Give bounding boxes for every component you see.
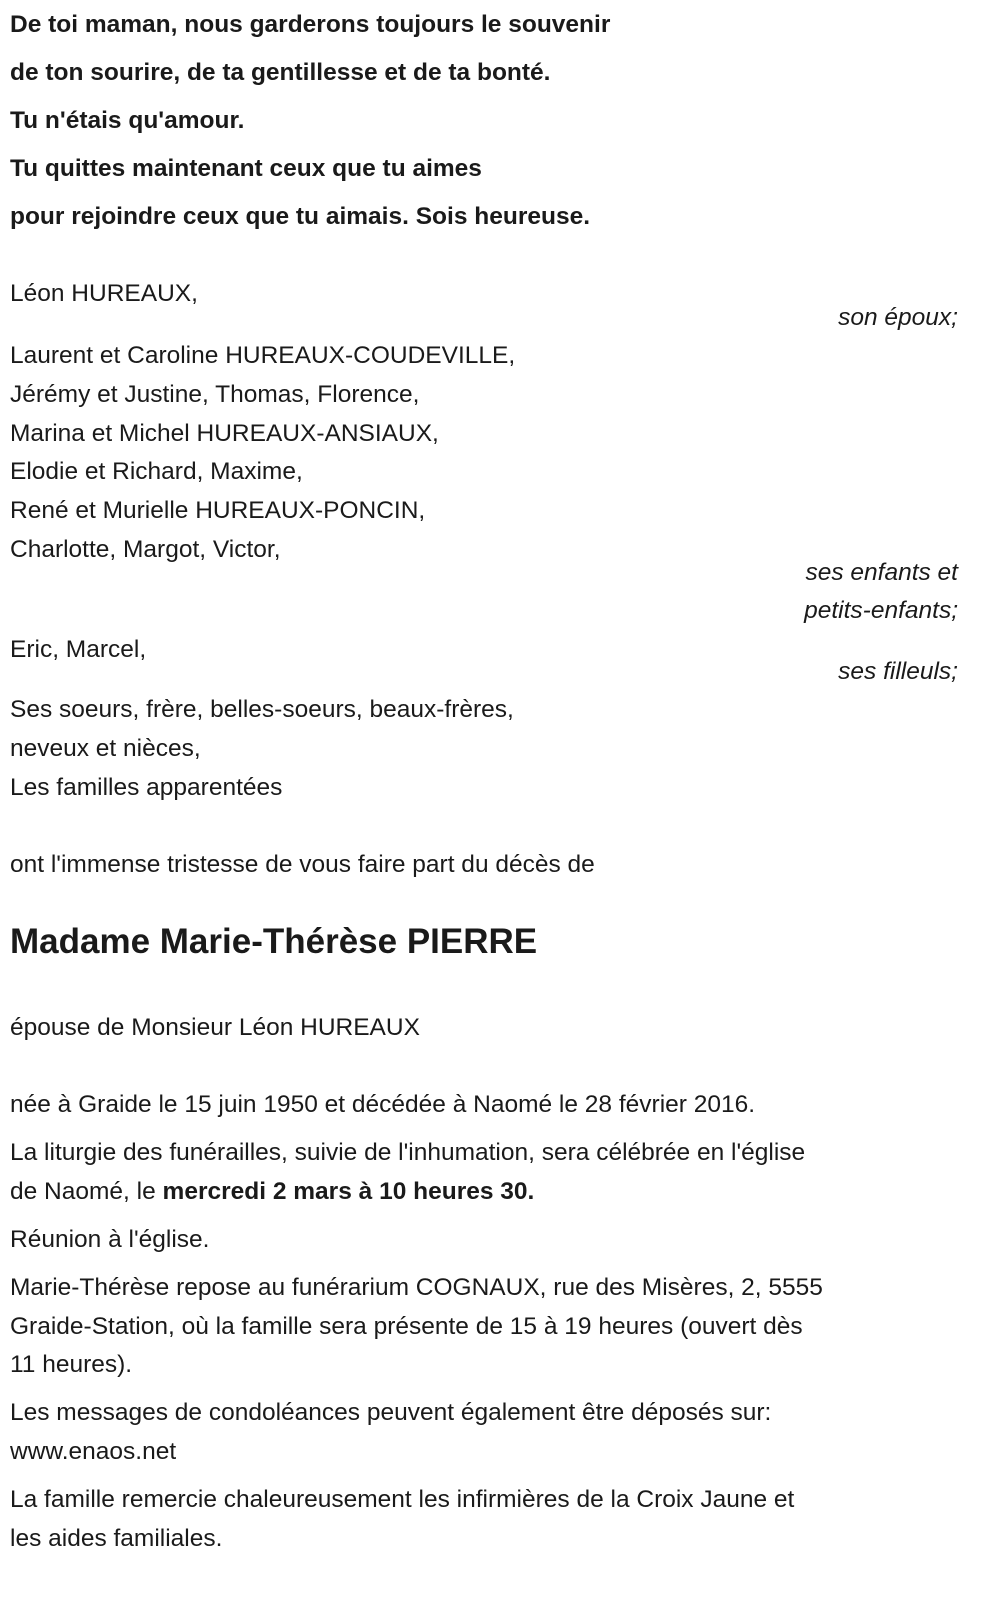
funeral-home-line: 11 heures). (10, 1351, 133, 1378)
family-line: neveux et nièces, (10, 735, 201, 762)
announcement: ont l'immense tristesse de vous faire part du décès de (10, 851, 595, 878)
poem-line: de ton sourire, de ta gentillesse et de ta bonté. (10, 59, 551, 86)
liturgy-line (10, 1172, 534, 1211)
thanks-line: les aides familiales. (10, 1525, 223, 1552)
godchildren-names: Eric, Marcel, (10, 636, 147, 663)
birth-death: née à Graide le 15 juin 1950 et décédée à Naomé le 28 février 2016. (10, 1091, 756, 1118)
liturgy-line: La liturgie des funérailles, suivie de l'inhumation, sera célébrée en l'église (10, 1139, 806, 1166)
meeting: Réunion à l'église. (10, 1226, 210, 1253)
spouse-name: Léon HUREAUX, (10, 280, 198, 307)
spouse-role: son époux; (838, 304, 958, 331)
spouse-of: épouse de Monsieur Léon HUREAUX (10, 1014, 420, 1041)
poem-line: Tu n'étais qu'amour. (10, 107, 245, 134)
condolences-link[interactable]: www.enaos.net (10, 1438, 177, 1465)
child-line: Charlotte, Margot, Victor, (10, 536, 281, 563)
godchildren-role: ses filleuls; (838, 658, 958, 685)
family-line: Ses soeurs, frère, belles-soeurs, beaux-frères, (10, 696, 514, 723)
funeral-home-line: Graide-Station, où la famille sera présente de 15 à 19 heures (ouvert dès (10, 1313, 803, 1340)
children-role: petits-enfants; (804, 597, 958, 624)
poem-line: Tu quittes maintenant ceux que tu aimes (10, 155, 482, 182)
funeral-home-line: Marie-Thérèse repose au funérarium COGNAUX, rue des Misères, 2, 5555 (10, 1274, 823, 1301)
child-line: Marina et Michel HUREAUX-ANSIAUX, (10, 420, 439, 447)
family-line: Les familles apparentées (10, 774, 283, 801)
deceased-name: Madame Marie-Thérèse PIERRE (10, 922, 538, 961)
liturgy-date: mercredi 2 mars à 10 heures 30. (162, 1178, 535, 1205)
poem-line: De toi maman, nous garderons toujours le souvenir (10, 11, 611, 38)
child-line: Laurent et Caroline HUREAUX-COUDEVILLE, (10, 342, 516, 369)
child-line: Jérémy et Justine, Thomas, Florence, (10, 381, 420, 408)
child-line: René et Murielle HUREAUX-PONCIN, (10, 497, 426, 524)
children-role: ses enfants et (805, 559, 958, 586)
child-line: Elodie et Richard, Maxime, (10, 458, 303, 485)
liturgy-place: de Naomé, le (10, 1178, 163, 1205)
thanks-line: La famille remercie chaleureusement les infirmières de la Croix Jaune et (10, 1486, 795, 1513)
condolences-line: Les messages de condoléances peuvent également être déposés sur: (10, 1399, 772, 1426)
poem-line: pour rejoindre ceux que tu aimais. Sois heureuse. (10, 203, 590, 230)
